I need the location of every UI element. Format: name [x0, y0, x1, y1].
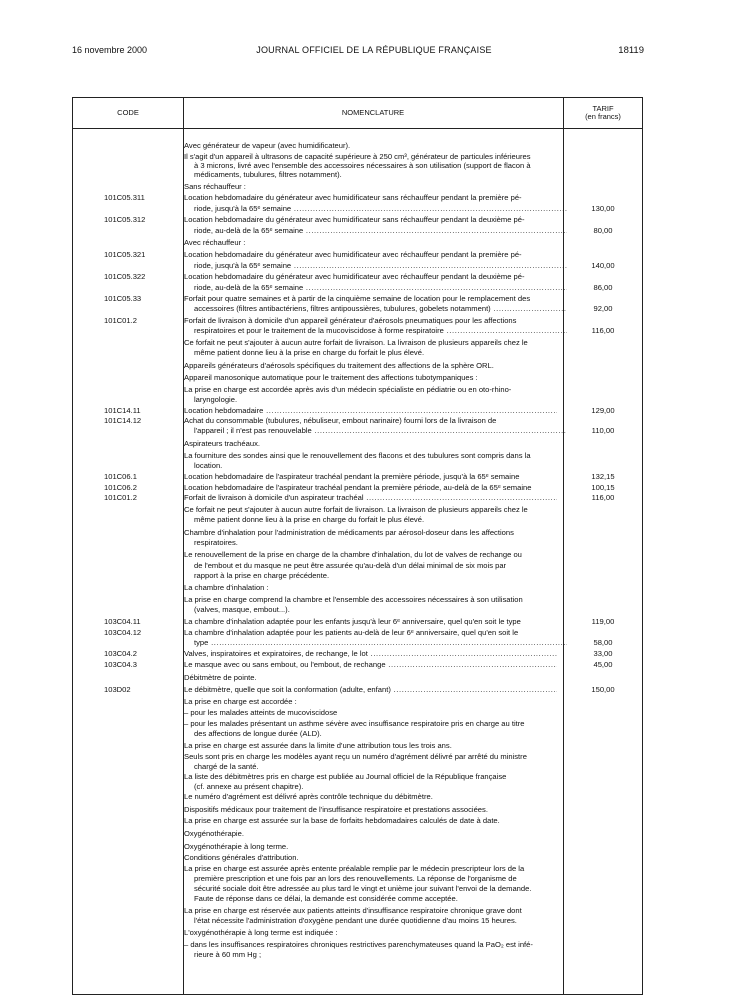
- row-tarif: 58,00: [593, 638, 613, 647]
- row-nomenclature: Chambre d'inhalation pour l'administration de médicaments par aérosol-doseur dans les affections: [184, 528, 514, 537]
- row-nomenclature: Appareil manosonique automatique pour le traitement des affections tubotympaniques :: [184, 373, 478, 382]
- row-code: 101C05.321: [104, 250, 146, 259]
- row-code: 101C05.311: [104, 193, 145, 202]
- row-code: 103C04.2: [104, 649, 137, 658]
- row-tarif: 130,00: [591, 204, 615, 213]
- row-nomenclature: Location hebdomadaire de l'aspirateur trachéal pendant la première période, jusqu'à la 65ᵉ semaine: [184, 472, 520, 481]
- row-nomenclature: riode, au-delà de la 65ᵉ semaine .....: [194, 283, 567, 292]
- row-nomenclature: La liste des débitmètres pris en charge est publiée au Journal officiel de la République française: [184, 772, 507, 781]
- row-code: 101C14.11: [104, 406, 141, 415]
- page-header: [0, 45, 748, 59]
- column-header-tarif: [563, 98, 643, 128]
- row-nomenclature: Débitmètre de pointe.: [184, 673, 257, 682]
- row-nomenclature: La prise en charge comprend la chambre et l'ensemble des accessoires nécessaires à son utilisation: [184, 595, 523, 604]
- column-header-nomenclature: NOMENCLATURE: [341, 108, 405, 117]
- row-nomenclature: location.: [194, 461, 223, 470]
- row-tarif: 45,00: [593, 660, 613, 669]
- row-nomenclature: La prise en charge est assurée dans la limite d'une attribution tous les trois ans.: [184, 741, 452, 750]
- row-nomenclature: Appareils générateurs d'aérosols spécifiques du traitement des affections de la sphère ORL.: [184, 361, 494, 370]
- row-nomenclature: l'appareil ; il n'est pas renouvelable .....: [194, 426, 567, 435]
- row-nomenclature: première prescription et une fois par an lors des renouvellements. La réponse de l'organisme de: [194, 874, 517, 883]
- row-nomenclature: sécurité sociale doit être adressée au plus tard le vingt et unième jour suivant l'envoi de la demande.: [194, 884, 532, 893]
- row-nomenclature: La prise en charge est assurée après entente préalable remplie par le médecin prescripteur lors de la: [184, 864, 525, 873]
- row-tarif: 140,00: [591, 261, 615, 270]
- row-nomenclature: Oxygénothérapie à long terme.: [184, 842, 289, 851]
- row-tarif: 100,15: [591, 483, 615, 492]
- row-nomenclature: l'état nécessite l'administration d'oxygène pendant une durée quotidienne d'au moins 15 heures.: [194, 916, 517, 925]
- row-nomenclature: chargé de la santé.: [194, 762, 259, 771]
- row-code: 101C05.322: [104, 272, 146, 281]
- row-code: 101C06.2: [104, 483, 137, 492]
- row-nomenclature: – pour les malades atteints de mucoviscidose: [184, 708, 338, 717]
- row-nomenclature: Avec réchauffeur :: [184, 238, 246, 247]
- row-nomenclature: Location hebdomadaire du générateur avec humidificateur sans réchauffeur pendant la première pé-: [184, 193, 522, 202]
- row-nomenclature: Location hebdomadaire de l'aspirateur trachéal pendant la première période, au-delà de la 65ᵉ semaine: [184, 483, 532, 492]
- row-code: 103C04.12: [104, 628, 142, 637]
- row-nomenclature: respiratoires.: [194, 538, 238, 547]
- row-nomenclature: rapport à la prise en charge précédente.: [194, 571, 330, 580]
- row-code: 101C01.2: [104, 493, 137, 502]
- row-nomenclature: – pour les malades présentant un asthme sévère avec insuffisance respiratoire pris en charge au titre: [184, 719, 525, 728]
- tarif-label: TARIF: [592, 104, 614, 113]
- row-nomenclature: Forfait pour quatre semaines et à partir de la cinquième semaine de location pour le remplacement des: [184, 294, 531, 303]
- column-header-code: CODE: [117, 108, 139, 117]
- row-nomenclature: (cf. annexe au présent chapitre).: [194, 782, 304, 791]
- row-nomenclature: Le débitmètre, quelle que soit la conformation (adulte, enfant) .....: [184, 685, 557, 694]
- row-nomenclature: La prise en charge est assurée sur la base de forfaits hebdomadaires calculés de date à date.: [184, 816, 500, 825]
- row-nomenclature: Forfait de livraison à domicile d'un appareil générateur d'aérosols pneumatiques pour les affections: [184, 316, 517, 325]
- row-tarif: 33,00: [593, 649, 613, 658]
- row-nomenclature: rieure à 60 mm Hg ;: [194, 950, 262, 959]
- row-nomenclature: La prise en charge est réservée aux patients atteints d'insuffisance respiratoire chronique grave dont: [184, 906, 522, 915]
- row-nomenclature: Ce forfait ne peut s'ajouter à aucun autre forfait de livraison. La livraison de plusieurs appareils chez le: [184, 505, 528, 514]
- row-nomenclature: La fourniture des sondes ainsi que le renouvellement des flacons et des tubulures sont compris dans la: [184, 451, 531, 460]
- header-divider: [73, 128, 642, 129]
- row-code: 103C04.11: [104, 617, 141, 626]
- row-nomenclature: type .....: [194, 638, 567, 647]
- page-number: 18119: [618, 45, 644, 56]
- row-nomenclature: La prise en charge est accordée :: [184, 697, 297, 706]
- row-nomenclature: Il s'agit d'un appareil à ultrasons de capacité supérieure à 250 cm³, générateur de particules inférieures: [184, 152, 531, 161]
- row-nomenclature: Le masque avec ou sans embout, ou l'embout, de rechange .....: [184, 660, 557, 669]
- row-nomenclature: La prise en charge est accordée après avis d'un médecin spécialiste en pédiatrie ou en oto-rhino-: [184, 385, 512, 394]
- row-tarif: 110,00: [591, 426, 615, 435]
- row-code: 101C01.2: [104, 316, 137, 325]
- row-nomenclature: laryngologie.: [194, 395, 238, 404]
- row-nomenclature: Avec générateur de vapeur (avec humidificateur).: [184, 141, 351, 150]
- row-nomenclature: La chambre d'inhalation :: [184, 583, 269, 592]
- row-code: 103C04.3: [104, 660, 137, 669]
- row-nomenclature: Aspirateurs trachéaux.: [184, 439, 260, 448]
- row-nomenclature: Location hebdomadaire du générateur avec humidificateur avec réchauffeur pendant la deuxième pé-: [184, 272, 525, 281]
- row-tarif: 150,00: [591, 685, 615, 694]
- row-tarif: 92,00: [593, 304, 613, 313]
- row-nomenclature: (valves, masque, embout...).: [194, 605, 290, 614]
- row-tarif: 80,00: [593, 226, 613, 235]
- row-code: 101C06.1: [104, 472, 137, 481]
- row-nomenclature: Dispositifs médicaux pour traitement de l'insuffisance respiratoire et prestations associées.: [184, 805, 488, 814]
- row-nomenclature: Ce forfait ne peut s'ajouter à aucun autre forfait de livraison. La livraison de plusieurs appareils chez le: [184, 338, 528, 347]
- row-nomenclature: Faute de réponse dans ce délai, la demande est considérée comme acceptée.: [194, 894, 458, 903]
- row-nomenclature: Oxygénothérapie.: [184, 829, 244, 838]
- row-nomenclature: Forfait de livraison à domicile d'un aspirateur trachéal .....: [184, 493, 557, 502]
- row-nomenclature: des affections de longue durée (ALD).: [194, 729, 322, 738]
- row-tarif: 116,00: [591, 326, 615, 335]
- row-nomenclature: respiratoires et pour le traitement de la mucoviscidose à forme respiratoire .....: [194, 326, 567, 335]
- row-nomenclature: riode, jusqu'à la 65ᵉ semaine .....: [194, 261, 567, 270]
- row-code: 101C05.33: [104, 294, 142, 303]
- row-nomenclature: riode, au-delà de la 65ᵉ semaine .....: [194, 226, 567, 235]
- row-tarif: 86,00: [593, 283, 613, 292]
- row-nomenclature: Sans réchauffeur :: [184, 182, 246, 191]
- row-nomenclature: riode, jusqu'à la 65ᵉ semaine .....: [194, 204, 567, 213]
- row-nomenclature: Seuls sont pris en charge les modèles ayant reçu un numéro d'agrément délivré par arrêté du ministre: [184, 752, 527, 761]
- row-nomenclature: même patient donne lieu à la prise en charge du forfait le plus élevé.: [194, 348, 425, 357]
- row-code: 103D02: [104, 685, 131, 694]
- row-tarif: 119,00: [591, 617, 615, 626]
- row-nomenclature: de l'embout et du masque ne peut être assurée qu'au-delà d'un délai minimal de six mois par: [194, 561, 507, 570]
- journal-title: JOURNAL OFFICIEL DE LA RÉPUBLIQUE FRANÇAISE: [256, 45, 492, 55]
- row-nomenclature: Location hebdomadaire du générateur avec humidificateur avec réchauffeur pendant la première pé-: [184, 250, 522, 259]
- row-nomenclature: même patient donne lieu à la prise en charge du forfait le plus élevé.: [194, 515, 425, 524]
- row-nomenclature: – dans les insuffisances respiratoires chroniques restrictives parenchymateuses quand la PaO₂ est infé-: [184, 940, 533, 949]
- row-nomenclature: Conditions générales d'attribution.: [184, 853, 299, 862]
- row-nomenclature: Location hebdomadaire du générateur avec humidificateur sans réchauffeur pendant la deuxième pé-: [184, 215, 525, 224]
- row-nomenclature: Valves, inspiratoires et expiratoires, de rechange, le lot .....: [184, 649, 557, 658]
- row-tarif: 116,00: [591, 493, 615, 502]
- row-nomenclature: à 3 microns, livré avec l'ensemble des accessoires nécessaires à son utilisation (support de flacon à: [194, 161, 531, 170]
- row-nomenclature: médicaments, tubulures, filtres notamment).: [194, 170, 342, 179]
- row-code: 101C14.12: [104, 416, 142, 425]
- row-tarif: 129,00: [591, 406, 615, 415]
- tarif-unit: (en francs): [585, 112, 621, 121]
- header-date: 16 novembre 2000: [72, 45, 148, 55]
- row-nomenclature: L'oxygénothérapie à long terme est indiquée :: [184, 928, 338, 937]
- row-tarif: 132,15: [591, 472, 615, 481]
- row-nomenclature: Achat du consommable (tubulures, nébuliseur, embout narinaire) fourni lors de la livraison de: [184, 416, 497, 425]
- row-nomenclature: Location hebdomadaire .....: [184, 406, 557, 415]
- row-nomenclature: Le renouvellement de la prise en charge de la chambre d'inhalation, du lot de valves de rechange ou: [184, 550, 522, 559]
- row-code: 101C05.312: [104, 215, 146, 224]
- row-nomenclature: accessoires (filtres antibactériens, filtres antipoussières, tubulures, gobelets notamment) .....: [194, 304, 567, 313]
- row-nomenclature: Le numéro d'agrément est délivré après contrôle technique du débitmètre.: [184, 792, 433, 801]
- row-nomenclature: La chambre d'inhalation adaptée pour les patients au-delà de leur 6ᵉ anniversaire, quel qu'en soit le: [184, 628, 519, 637]
- row-nomenclature: La chambre d'inhalation adaptée pour les enfants jusqu'à leur 6ᵉ anniversaire, quel qu'en soit le type: [184, 617, 521, 626]
